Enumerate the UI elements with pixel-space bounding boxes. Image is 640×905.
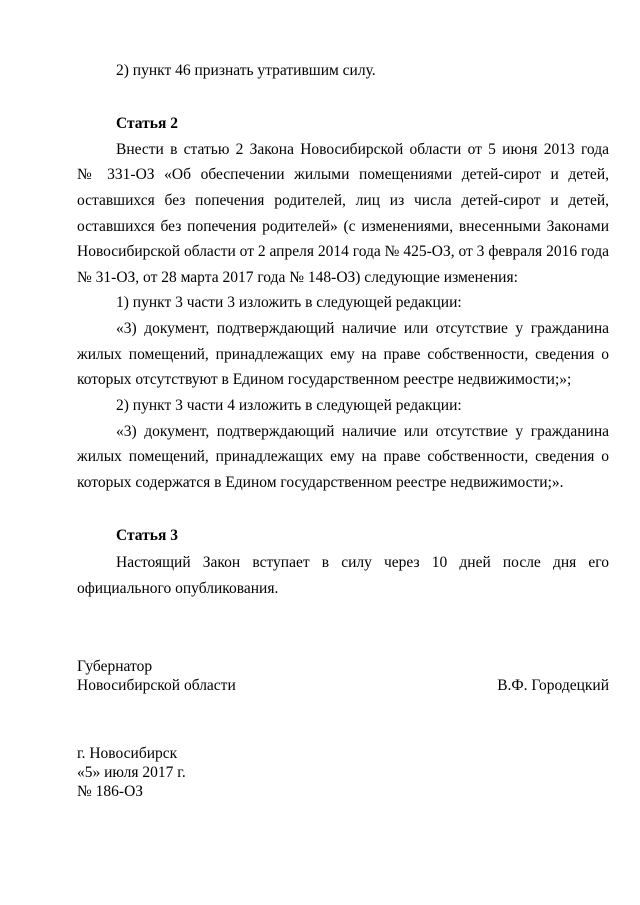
article-3-text-line: Настоящий Закон вступает в силу через 10 дней после дня его: [116, 554, 609, 571]
article-2-intro-line: оставшихся без попечения родителей» (с изменениями, внесенными Законами: [77, 218, 609, 235]
signature-region: Новосибирской области: [77, 677, 236, 694]
footer-date: «5» июля 2017 г.: [77, 764, 186, 781]
footer-law-number: № 186-ОЗ: [77, 783, 144, 800]
article-2-item-2-text-line: «3) документ, подтверждающий наличие или отсутствие у гражданина: [116, 423, 609, 440]
article-2-intro-line: Внести в статью 2 Закона Новосибирской области от 5 июня 2013 года: [116, 141, 609, 158]
article-2-item-2-text-line: жилых помещений, принадлежащих ему на праве собственности, сведения о: [77, 448, 609, 465]
article-2-item-1-text-line: «3) документ, подтверждающий наличие или отсутствие у гражданина: [116, 320, 609, 337]
article-2-intro-line: Новосибирской области от 2 апреля 2014 года № 425-ОЗ, от 3 февраля 2016 года: [77, 243, 609, 260]
article-2-intro-line: № 331-ОЗ «Об обеспечении жилыми помещениями детей-сирот и детей,: [77, 166, 609, 183]
article-2-item-1: 1) пункт 3 части 3 изложить в следующей редакции:: [116, 294, 462, 311]
signature-title: Губернатор: [77, 658, 153, 675]
article-2-item-2: 2) пункт 3 части 4 изложить в следующей редакции:: [116, 397, 462, 414]
article-2-item-2-text-line: которых содержатся в Едином государственном реестре недвижимости;».: [77, 474, 564, 491]
signature-name: В.Ф. Городецкий: [497, 677, 609, 694]
item-2-repeal: 2) пункт 46 признать утратившим силу.: [116, 62, 376, 79]
article-2-item-1-text-line: жилых помещений, принадлежащих ему на праве собственности, сведения о: [77, 346, 609, 363]
article-2-intro-line: оставшихся без попечения родителей, лиц из числа детей-сирот и детей,: [77, 192, 609, 209]
article-3-text-line: официального опубликования.: [77, 580, 279, 597]
article-3-heading: Статья 3: [116, 527, 178, 544]
article-2-item-1-text-line: которых отсутствуют в Едином государственном реестре недвижимости;»;: [77, 371, 572, 388]
article-2-heading: Статья 2: [116, 115, 178, 132]
article-2-intro-line: № 31-ОЗ, от 28 марта 2017 года № 148-ОЗ) следующие изменения:: [77, 269, 518, 286]
footer-city: г. Новосибирск: [77, 745, 178, 762]
